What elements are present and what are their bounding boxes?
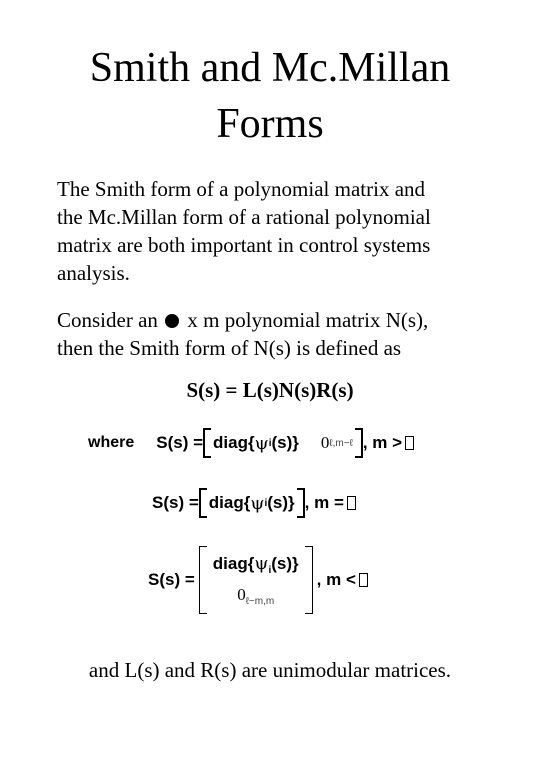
eq2-lhs: S(s) = xyxy=(152,493,199,512)
matrix-right-bracket-icon xyxy=(305,546,313,614)
definition-suffix: x m polynomial matrix N(s), xyxy=(187,308,429,332)
eq3-psi-sub: i xyxy=(268,564,272,576)
eq2-psi: ψ xyxy=(250,492,265,514)
missing-glyph-icon xyxy=(359,573,368,587)
smith-form-case-m-greater xyxy=(88,425,414,461)
eq1-diag-open: diag{ xyxy=(213,433,255,452)
eq3-top-entry xyxy=(213,553,299,576)
eq3-zero-sub: ℓ−m,m xyxy=(245,596,275,608)
eq2-condition: , m = xyxy=(304,493,344,512)
eq1-condition: , m > xyxy=(362,433,403,452)
eq3-bottom-entry xyxy=(237,585,274,607)
intro-line-3: matrix are both important in control systems xyxy=(57,233,431,257)
eq3-diag-close: (s)} xyxy=(271,553,299,573)
eq2-diag-open: diag{ xyxy=(208,493,251,512)
closing-statement: and L(s) and R(s) are unimodular matrices. xyxy=(88,658,452,682)
where-label: where xyxy=(88,434,135,451)
right-bracket-icon xyxy=(297,488,305,518)
slide-title xyxy=(0,40,540,152)
left-bracket-icon xyxy=(203,428,211,458)
main-equation: S(s) = L(s)N(s)R(s) xyxy=(186,378,354,402)
right-bracket-icon xyxy=(355,428,363,458)
definition-line-1 xyxy=(57,306,497,334)
title-line-2: Forms xyxy=(216,101,324,147)
eq2-psi-sub: i xyxy=(264,497,268,509)
intro-paragraph xyxy=(57,175,497,287)
matrix-column xyxy=(207,546,305,614)
definition-prefix: Consider an xyxy=(57,308,158,332)
intro-line-1: The Smith form of a polynomial matrix and xyxy=(57,177,426,201)
eq3-diag-open: diag{ xyxy=(212,553,255,573)
eq3-condition: , m < xyxy=(316,570,356,589)
eq1-psi-sub: i xyxy=(268,437,272,449)
intro-line-2: the Mc.Millan form of a rational polynomial xyxy=(57,205,431,229)
bullet-icon xyxy=(165,314,179,328)
eq1-lhs: S(s) = xyxy=(156,433,204,452)
eq1-zero-sub: ℓ,m−ℓ xyxy=(329,437,353,449)
definition-paragraph xyxy=(57,306,497,362)
eq2-diag-close: (s)} xyxy=(267,493,295,512)
definition-line-2: then the Smith form of N(s) is defined as xyxy=(57,336,402,360)
eq3-matrix xyxy=(199,546,313,614)
eq3-lhs: S(s) = xyxy=(148,570,195,589)
missing-glyph-icon xyxy=(405,436,414,450)
smith-form-case-m-equal xyxy=(152,485,356,521)
intro-line-4: analysis. xyxy=(57,261,130,285)
eq1-diag-close: (s)} xyxy=(271,433,299,452)
title-line-1: Smith and Mc.Millan xyxy=(89,45,451,91)
eq3-zero-block: 0 xyxy=(237,585,246,605)
eq1-psi: ψ xyxy=(254,432,269,454)
eq1-zero-block: 0 xyxy=(320,433,330,452)
matrix-left-bracket-icon xyxy=(199,546,207,614)
missing-glyph-icon xyxy=(347,496,356,510)
left-bracket-icon xyxy=(199,488,207,518)
smith-form-case-m-less xyxy=(148,548,368,612)
eq3-psi: ψ xyxy=(254,552,269,574)
